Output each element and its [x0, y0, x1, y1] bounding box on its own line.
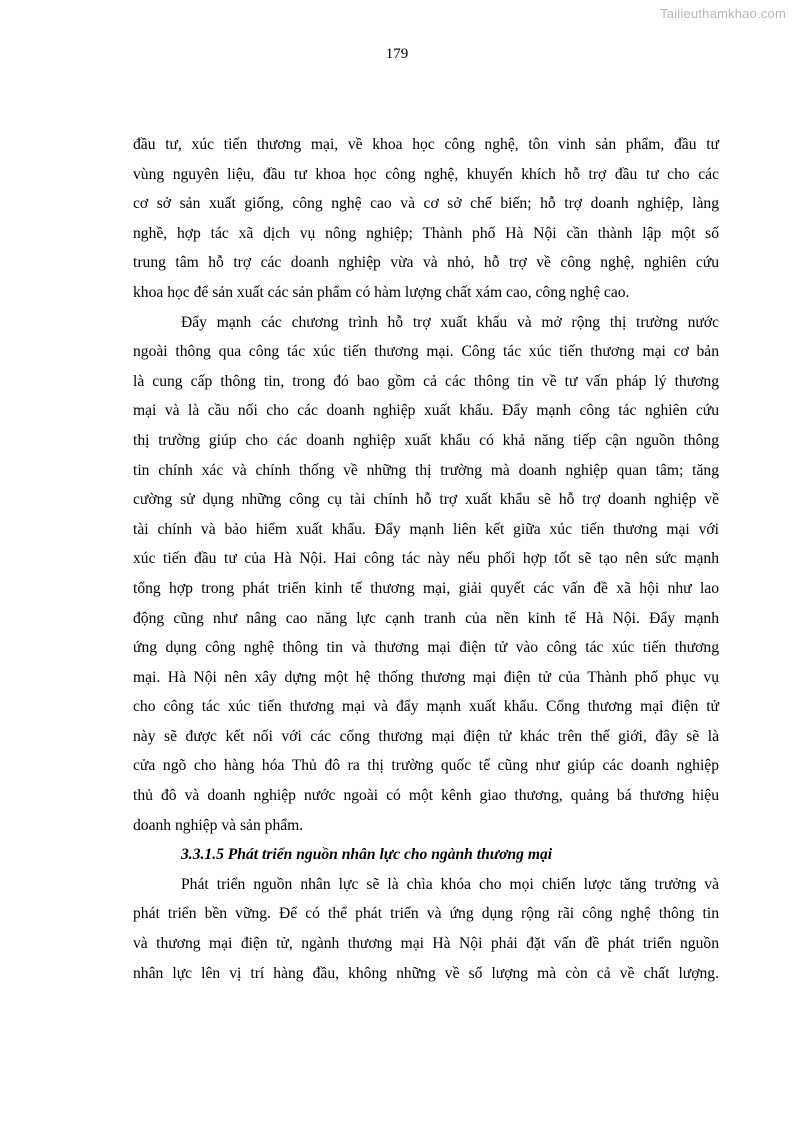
text-line: đầu tư, xúc tiến thương mại, về khoa học công nghệ, tôn vinh sản phẩm, đầu tư	[133, 136, 719, 153]
text-line: mại và là cầu nối cho các doanh nghiệp xuất khẩu. Đẩy mạnh công tác nghiên cứu	[133, 402, 719, 420]
document-body	[133, 130, 719, 988]
text-line: phát triển bền vững. Để có thể phát triển và ứng dụng rộng rãi công nghệ thông tin	[133, 905, 719, 923]
text-line: ngoài thông qua công tác xúc tiến thương mại. Công tác xúc tiến thương mại cơ bản	[133, 343, 719, 361]
text-line: thủ đô và doanh nghiệp nước ngoài có một kênh giao thương, quảng bá thương hiệu	[133, 787, 719, 805]
paragraph	[133, 308, 719, 841]
paragraph	[133, 870, 719, 988]
text-line: tổng hợp trong phát triển kinh tế thương mại, giải quyết các vấn đề xã hội như lao	[133, 579, 719, 597]
text-line: Đẩy mạnh các chương trình hỗ trợ xuất khẩu và mở rộng thị trường nước	[181, 313, 719, 331]
text-line: nhân lực lên vị trí hàng đầu, không những về số lượng mà còn cả về chất lượng.	[133, 964, 719, 982]
text-line: là cung cấp thông tin, trong đó bao gồm cả các thông tin về tư vấn pháp lý thương	[133, 372, 719, 390]
text-line: tài chính và bảo hiểm xuất khẩu. Đẩy mạnh liên kết giữa xúc tiến thương mại với	[133, 520, 719, 538]
text-line: và thương mại điện tử, ngành thương mại Hà Nội phải đặt vấn đề phát triển nguồn	[133, 935, 719, 953]
text-line: thị trường giúp cho các doanh nghiệp xuất khẩu có khả năng tiếp cận nguồn thông	[133, 431, 719, 449]
text-line: cho công tác xúc tiến thương mại và đẩy mạnh xuất khẩu. Cổng thương mại điện tử	[133, 698, 719, 716]
text-line: này sẽ được kết nối với các cổng thương mại điện tử khác trên thế giới, đây sẽ là	[133, 727, 719, 745]
text-line: vùng nguyên liệu, đầu tư khoa học công nghệ, khuyến khích hỗ trợ đầu tư cho các	[133, 165, 719, 183]
text-line: cơ sở sản xuất giống, công nghệ cao và cơ sở chế biến; hỗ trợ doanh nghiệp, làng	[133, 195, 719, 213]
text-line: cường sử dụng những công cụ tài chính hỗ trợ xuất khẩu sẽ hỗ trợ doanh nghiệp về	[133, 491, 719, 509]
text-line: mại. Hà Nội nên xây dựng một hệ thống thương mại điện tử của Thành phố phục vụ	[133, 668, 719, 686]
text-line: tin chính xác và chính thống về những thị trường mà doanh nghiệp quan tâm; tăng	[133, 461, 719, 479]
text-line: doanh nghiệp và sản phẩm.	[133, 816, 304, 834]
text-line: Phát triển nguồn nhân lực sẽ là chìa khóa cho mọi chiến lược tăng trưởng và	[181, 875, 719, 893]
text-line: ứng dụng công nghệ thông tin và thương mại điện tử vào công tác xúc tiến thương	[133, 639, 719, 657]
text-line: động cũng như nâng cao năng lực cạnh tranh của nền kinh tế Hà Nội. Đẩy mạnh	[133, 609, 719, 627]
watermark: Tailieuthamkhao.com	[660, 6, 786, 21]
page-number: 179	[385, 46, 409, 62]
text-line: cửa ngõ cho hàng hóa Thủ đô ra thị trường quốc tế cũng như giúp các doanh nghiệp	[133, 757, 719, 775]
section-heading: 3.3.1.5 Phát triển nguồn nhân lực cho ngành thương mại	[181, 846, 553, 864]
paragraph	[133, 130, 719, 308]
text-line: trung tâm hỗ trợ các doanh nghiệp vừa và nhỏ, hỗ trợ về công nghệ, nghiên cứu	[133, 254, 719, 272]
text-line: nghề, hợp tác xã dịch vụ nông nghiệp; Thành phố Hà Nội cần thành lập một số	[133, 224, 719, 242]
text-line: xúc tiến đầu tư của Hà Nội. Hai công tác này nếu phối hợp tốt sẽ tạo nên sức mạnh	[133, 550, 719, 568]
text-line: khoa học để sản xuất các sản phẩm có hàm lượng chất xám cao, công nghệ cao.	[133, 283, 630, 301]
